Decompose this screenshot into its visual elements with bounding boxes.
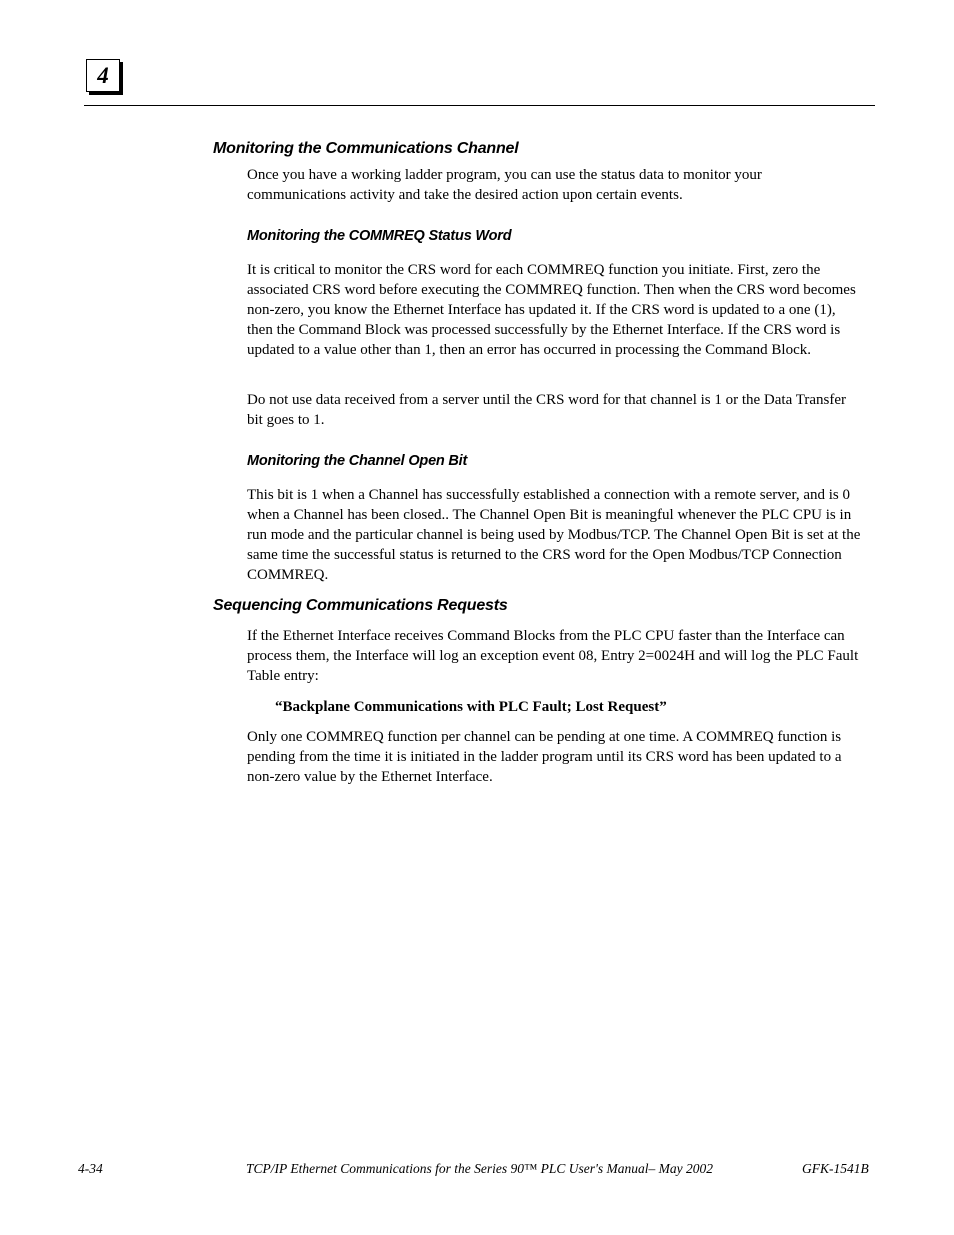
paragraph-channel-open: This bit is 1 when a Channel has successfully established a connection with a remote server, and is 0 when a Channel has been closed.. The Channel Open Bit is meaningful whenever the PLC CPU is in run mode and the particular channel is being used by Modbus/TCP. The Channel Open Bit is set at the same time the successful status is returned to the CRS word for the Open Modbus/TCP Connection COMMREQ. <box>247 487 861 583</box>
paragraph-commreq-status-2: Do not use data received from a server until the CRS word for that channel is 1 or the Data Transfer bit goes to 1. <box>247 392 847 428</box>
section-title-sequencing: Sequencing Communications Requests <box>213 597 508 614</box>
paragraph-sequencing-1: If the Ethernet Interface receives Command Blocks from the PLC CPU faster than the Interface can process them, the Interface will log an exception event 08, Entry 2=0024H and will log the PLC Fault Table entry: <box>247 628 859 684</box>
subsection-title-channel-open: Monitoring the Channel Open Bit <box>247 453 468 469</box>
paragraph-sequencing-2: Only one COMMREQ function per channel can be pending at one time. A COMMREQ function is pending from the time it is initiated in the ladder program until its CRS word has been updated to a non-zero value by the Ethernet Interface. <box>247 729 842 785</box>
header-rule <box>84 105 875 106</box>
footer-manual-title: TCP/IP Ethernet Communications for the Series 90™ PLC User's Manual– May 2002 <box>246 1161 713 1176</box>
fault-table-quote: “Backplane Communications with PLC Fault; Lost Request” <box>275 699 667 715</box>
footer-page-number: 4-34 <box>78 1161 103 1176</box>
paragraph-monitoring-intro: Once you have a working ladder program, you can use the status data to monitor your communications activity and take the desired action upon certain events. <box>247 167 762 203</box>
section-title-monitoring-channel: Monitoring the Communications Channel <box>213 140 519 157</box>
subsection-title-commreq-status: Monitoring the COMMREQ Status Word <box>247 228 512 244</box>
chapter-number-box <box>86 59 120 92</box>
chapter-number: 4 <box>97 62 109 88</box>
footer-doc-code: GFK-1541B <box>802 1161 869 1176</box>
paragraph-commreq-status-1: It is critical to monitor the CRS word for each COMMREQ function you initiate. First, zero the associated CRS word before executing the COMMREQ function. Then when the CRS word becomes non-zero, you know the Ethernet Interface has updated it. If the CRS word is updated to a one (1), then the Command Block was processed successfully by the Ethernet Interface. If the CRS word is updated to a value other than 1, then an error has occurred in processing the Command Block. <box>247 262 856 358</box>
